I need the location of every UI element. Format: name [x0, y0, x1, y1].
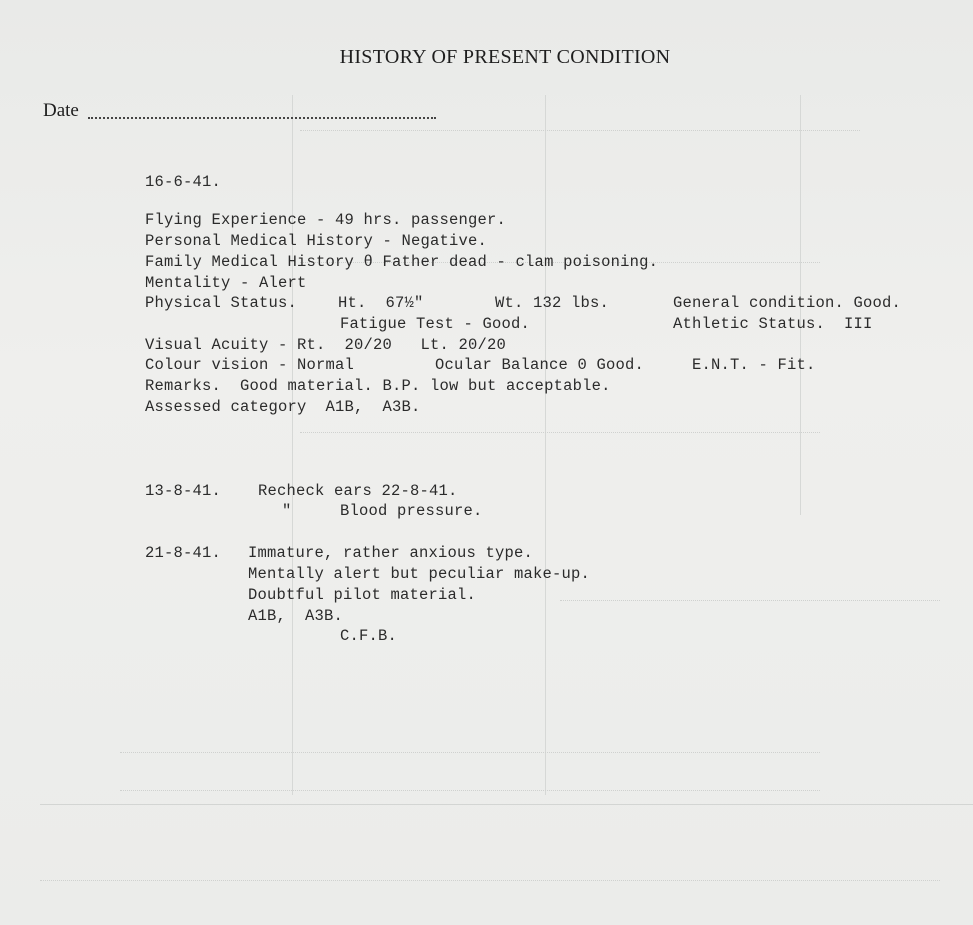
recheck-blood-pressure: Blood pressure. [340, 502, 483, 520]
flying-experience: Flying Experience - 49 hrs. passenger. [145, 211, 507, 229]
bleed-through-dotted-line [120, 752, 820, 753]
weight-value: Wt. 132 lbs. [495, 294, 610, 312]
assessment-line: Doubtful pilot material. [248, 586, 477, 604]
athletic-status: Athletic Status. III [673, 315, 873, 333]
mentality: Mentality - Alert [145, 274, 307, 292]
entry-date: 13-8-41. [145, 482, 222, 500]
assessment-line: Immature, rather anxious type. [248, 544, 534, 562]
examiner-initials: C.F.B. [340, 627, 398, 645]
bleed-through-rule [545, 95, 546, 795]
remarks: Remarks. Good material. B.P. low but acceptable. [145, 377, 611, 395]
ditto-mark: " [282, 502, 292, 520]
page-title: HISTORY OF PRESENT CONDITION [339, 46, 671, 68]
bleed-through-dotted-line [560, 600, 940, 601]
bleed-through-dotted-line [300, 130, 860, 131]
bleed-through-rule [40, 804, 973, 805]
bleed-through-dotted-line [40, 880, 940, 881]
colour-vision: Colour vision - Normal [145, 356, 355, 374]
bleed-through-dotted-line [120, 790, 820, 791]
family-medical-history: Family Medical History θ Father dead - clam poisoning. [145, 253, 659, 271]
ent-status: E.N.T. - Fit. [692, 356, 816, 374]
date-field-dotted-line [88, 117, 436, 119]
bleed-through-dotted-line [300, 432, 820, 433]
height-value: Ht. 67½" [338, 294, 424, 312]
date-label: Date [43, 100, 79, 121]
general-condition: General condition. Good. [673, 294, 902, 312]
recheck-ears: Recheck ears 22-8-41. [258, 482, 458, 500]
entry-date: 21-8-41. [145, 544, 222, 562]
assessed-category: Assessed category A1B, A3B. [145, 398, 421, 416]
physical-status-label: Physical Status. [145, 294, 298, 312]
assessment-category: A1B, A3B. [248, 607, 344, 625]
assessment-line: Mentally alert but peculiar make-up. [248, 565, 591, 583]
personal-medical-history: Personal Medical History - Negative. [145, 232, 488, 250]
fatigue-test: Fatigue Test - Good. [340, 315, 531, 333]
entry-date: 16-6-41. [145, 173, 222, 191]
visual-acuity: Visual Acuity - Rt. 20/20 Lt. 20/20 [145, 336, 507, 354]
bleed-through-rule [292, 95, 293, 795]
ocular-balance: Ocular Balance 0 Good. [435, 356, 645, 374]
